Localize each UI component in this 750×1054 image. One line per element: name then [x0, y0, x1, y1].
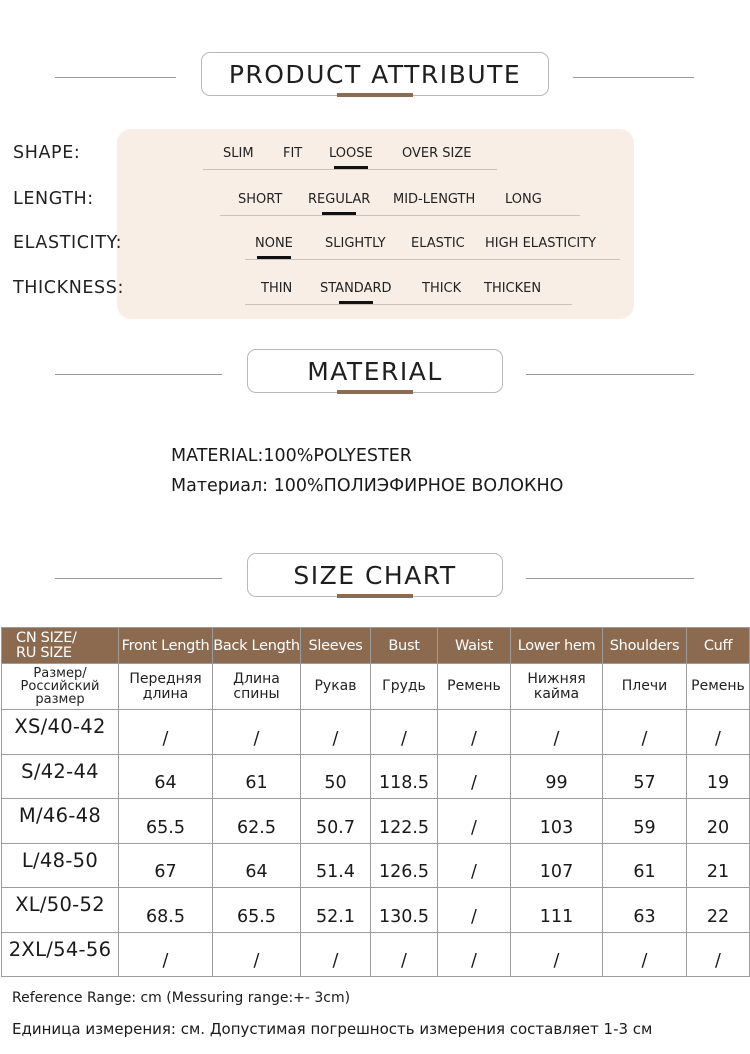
table-header-row-ru: [2, 664, 750, 710]
measurement-cell: 68.5: [119, 888, 213, 933]
column-header-ru: Рукав: [301, 664, 371, 710]
attribute-option: THICK: [422, 281, 462, 296]
measurement-cell: 62.5: [213, 799, 301, 844]
column-header-en: Sleeves: [301, 628, 371, 664]
title-underbar: [337, 390, 413, 394]
size-cell: S/42-44: [2, 754, 119, 799]
measurement-cell: 64: [213, 843, 301, 888]
measurement-cell: 67: [119, 843, 213, 888]
divider-line: [55, 374, 222, 375]
attribute-option-selected: STANDARD: [320, 281, 392, 296]
material-text-ru: Материал: 100%ПОЛИЭФИРНОЕ ВОЛОКНО: [171, 476, 564, 496]
measurement-cell: /: [687, 710, 750, 755]
attribute-label: ELASTICITY:: [13, 233, 123, 253]
table-header-row-en: [2, 628, 750, 664]
title-underbar: [337, 594, 413, 598]
material-text-en: MATERIAL:100%POLYESTER: [171, 446, 412, 466]
size-cell: M/46-48: [2, 799, 119, 844]
divider-line: [526, 374, 694, 375]
attribute-option: SLIM: [223, 146, 254, 161]
measurement-cell: /: [438, 843, 511, 888]
attribute-option: MID-LENGTH: [393, 192, 476, 207]
attribute-option: LONG: [505, 192, 542, 207]
section-title: PRODUCT ATTRIBUTE: [201, 52, 549, 96]
measurement-cell: 50.7: [301, 799, 371, 844]
table-row: [2, 799, 750, 844]
attribute-rule: [245, 259, 620, 260]
column-header-en: Waist: [438, 628, 511, 664]
measurement-cell: 65.5: [119, 799, 213, 844]
measurement-cell: 52.1: [301, 888, 371, 933]
measurement-cell: /: [511, 932, 603, 977]
measurement-cell: 103: [511, 799, 603, 844]
attribute-option-selected: REGULAR: [308, 192, 371, 207]
measurement-cell: 50: [301, 754, 371, 799]
measurement-cell: 118.5: [371, 754, 438, 799]
divider-line: [55, 578, 222, 579]
measurement-cell: 122.5: [371, 799, 438, 844]
size-chart-header: [0, 553, 750, 603]
attribute-option-selected: NONE: [255, 236, 293, 251]
measurement-cell: 20: [687, 799, 750, 844]
table-row: [2, 932, 750, 977]
attribute-option: ELASTIC: [411, 236, 465, 251]
column-header-ru: Ремень: [687, 664, 750, 710]
measurement-cell: 61: [603, 843, 687, 888]
column-header-en: Shoulders: [603, 628, 687, 664]
attribute-option-selected: LOOSE: [329, 146, 373, 161]
title-underbar: [337, 93, 413, 97]
measurement-cell: 22: [687, 888, 750, 933]
measurement-cell: /: [438, 888, 511, 933]
measurement-cell: 21: [687, 843, 750, 888]
measurement-cell: /: [371, 710, 438, 755]
measurement-cell: 99: [511, 754, 603, 799]
measurement-cell: 19: [687, 754, 750, 799]
reference-note-en: Reference Range: cm (Messuring range:+- 3cm): [12, 990, 351, 1006]
column-header-en: Cuff: [687, 628, 750, 664]
column-header-ru: Нижняя кайма: [511, 664, 603, 710]
attribute-rule: [220, 215, 580, 216]
measurement-cell: /: [301, 932, 371, 977]
attribute-rule: [245, 304, 572, 305]
column-header-ru: Размер/ Российский размер: [2, 664, 119, 710]
measurement-cell: /: [687, 932, 750, 977]
size-cell: XS/40-42: [2, 710, 119, 755]
measurement-cell: /: [603, 932, 687, 977]
column-header-ru: Длина спины: [213, 664, 301, 710]
measurement-cell: 59: [603, 799, 687, 844]
column-header-ru: Грудь: [371, 664, 438, 710]
measurement-cell: /: [438, 754, 511, 799]
measurement-cell: 107: [511, 843, 603, 888]
size-cell: XL/50-52: [2, 888, 119, 933]
attribute-label: SHAPE:: [13, 143, 81, 163]
measurement-cell: /: [119, 932, 213, 977]
attribute-option: THICKEN: [484, 281, 542, 296]
table-row: [2, 754, 750, 799]
measurement-cell: /: [438, 932, 511, 977]
size-cell: L/48-50: [2, 843, 119, 888]
section-title: MATERIAL: [247, 349, 503, 393]
attribute-option: OVER SIZE: [402, 146, 472, 161]
column-header-en: Front Length: [119, 628, 213, 664]
measurement-cell: 57: [603, 754, 687, 799]
material-header: [0, 349, 750, 399]
measurement-cell: 130.5: [371, 888, 438, 933]
measurement-cell: 64: [119, 754, 213, 799]
attribute-label: THICKNESS:: [13, 278, 124, 298]
table-row: [2, 843, 750, 888]
measurement-cell: 61: [213, 754, 301, 799]
attribute-option: THIN: [261, 281, 293, 296]
measurement-cell: /: [213, 710, 301, 755]
column-header-ru: Передняя длина: [119, 664, 213, 710]
attribute-option: SHORT: [238, 192, 283, 207]
attribute-option: SLIGHTLY: [325, 236, 386, 251]
measurement-cell: /: [438, 799, 511, 844]
table-body: [2, 710, 750, 977]
section-title: SIZE CHART: [247, 553, 503, 597]
column-header-en: CN SIZE/ RU SIZE: [2, 628, 119, 664]
measurement-cell: /: [119, 710, 213, 755]
measurement-cell: 51.4: [301, 843, 371, 888]
column-header-en: Lower hem: [511, 628, 603, 664]
column-header-ru: Ремень: [438, 664, 511, 710]
measurement-cell: /: [371, 932, 438, 977]
product-attribute-header: [0, 52, 750, 102]
measurement-cell: /: [603, 710, 687, 755]
measurement-cell: 126.5: [371, 843, 438, 888]
attribute-option: HIGH ELASTICITY: [485, 236, 597, 251]
measurement-cell: 63: [603, 888, 687, 933]
table-row: [2, 710, 750, 755]
measurement-cell: /: [301, 710, 371, 755]
measurement-cell: /: [213, 932, 301, 977]
divider-line: [526, 578, 694, 579]
measurement-cell: /: [438, 710, 511, 755]
measurement-cell: 65.5: [213, 888, 301, 933]
divider-line: [573, 77, 694, 78]
attribute-option: FIT: [283, 146, 303, 161]
column-header-ru: Плечи: [603, 664, 687, 710]
column-header-en: Bust: [371, 628, 438, 664]
size-table: [1, 627, 750, 977]
divider-line: [55, 77, 176, 78]
attribute-label: LENGTH:: [13, 189, 94, 209]
measurement-cell: /: [511, 710, 603, 755]
attribute-rule: [203, 169, 497, 170]
table-row: [2, 888, 750, 933]
reference-note-ru: Единица измерения: см. Допустимая погрешность измерения составляет 1-3 см: [12, 1020, 653, 1038]
size-cell: 2XL/54-56: [2, 932, 119, 977]
measurement-cell: 111: [511, 888, 603, 933]
column-header-en: Back Length: [213, 628, 301, 664]
